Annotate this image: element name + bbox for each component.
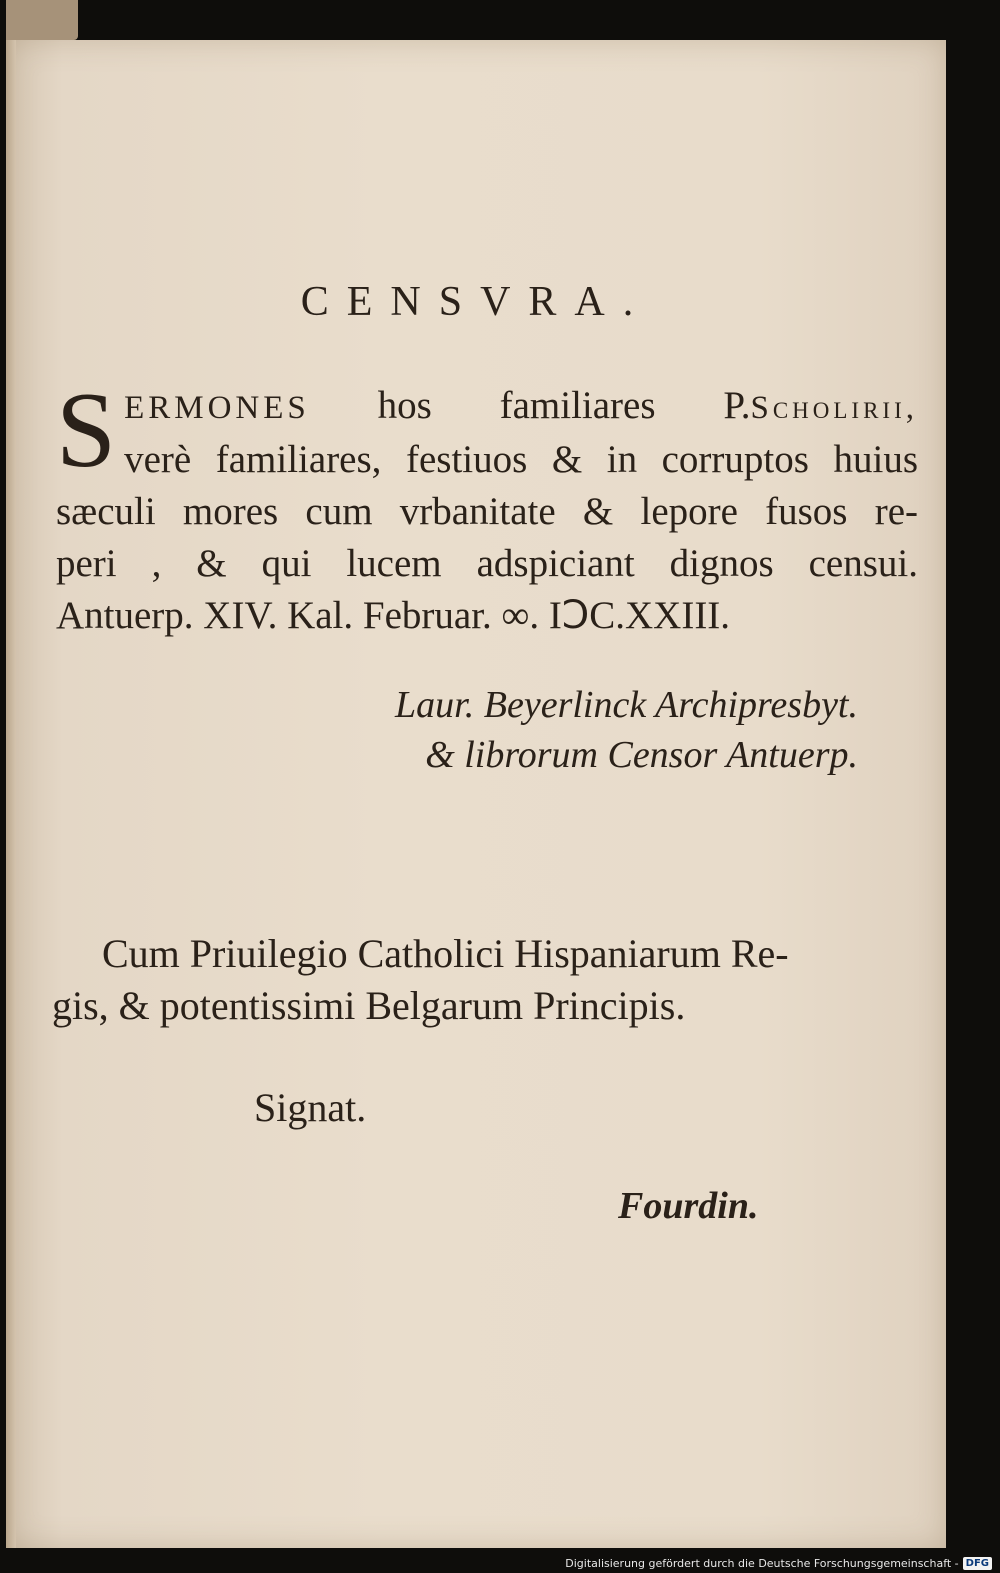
paragraph-line-1 (56, 380, 918, 434)
smallcaps-word: ERMONES (124, 390, 310, 426)
digitization-footer (560, 1553, 1000, 1573)
paragraph-line-3: sæculi mores cum vrbanitate & lepore fusos re- (56, 490, 918, 533)
paragraph-line-2: verè familiares, festiuos & in corruptos huius (124, 438, 918, 481)
signer-name: Fourdin. (618, 1185, 759, 1227)
footer-credit: Digitalisierung gefördert durch die Deutsche Forschungsgemeinschaft - (565, 1556, 959, 1570)
line1-text: hos familiares P. (309, 384, 751, 427)
paragraph-line-5: Antuerp. XIV. Kal. Februar. ∞. IↃC.XXIII. (56, 594, 731, 637)
book-page (6, 40, 946, 1548)
censor-signature (395, 680, 858, 780)
privilege-line-2: gis, & potentissimi Belgarum Principis. (52, 983, 686, 1028)
page-title: CENSVRA. (300, 279, 652, 325)
paragraph-line-4: peri , & qui lucem adspiciant dignos censui. (56, 542, 918, 585)
page-corner-tab (6, 0, 78, 40)
censura-paragraph (56, 371, 918, 642)
signat-label: Signat. (254, 1085, 367, 1130)
drop-cap: S (56, 371, 117, 490)
signature-line-1: Laur. Beyerlinck Archipresbyt. (395, 684, 858, 726)
privilege-line-1: Cum Priuilegio Catholici Hispaniarum Re- (102, 931, 789, 976)
author-name: Scholirii, (750, 390, 918, 426)
privilege-statement (52, 928, 908, 1032)
dfg-logo-icon: DFG (963, 1557, 992, 1570)
binding-edge (6, 40, 16, 1548)
signature-line-2: & librorum Censor Antuerp. (425, 734, 858, 776)
